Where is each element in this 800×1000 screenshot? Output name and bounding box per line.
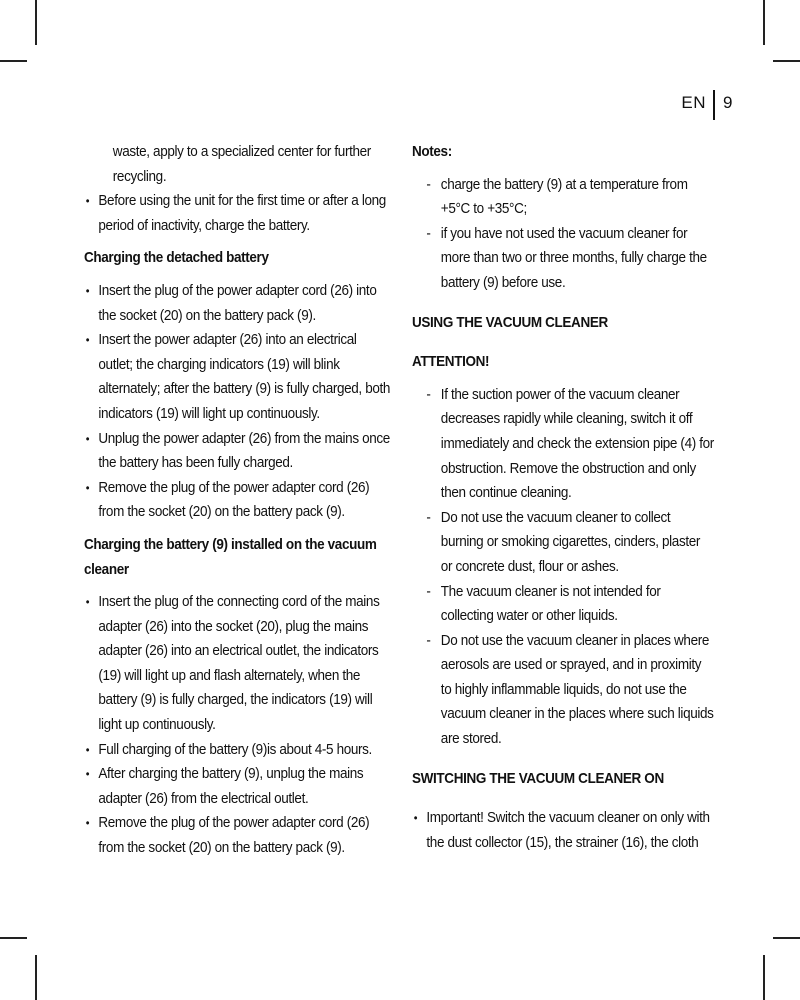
- list-item: - If the suction power of the vacuum cleaner decreases rapidly while cleaning, switch it off immediately and check the extension pipe (4) for obstruction. Remove the obstruction and only then continue cleaning.: [412, 383, 714, 506]
- crop-mark: [773, 60, 800, 62]
- list-item: • Before using the unit for the first time or after a long period of inactivity, charge the battery.: [84, 189, 394, 238]
- crop-mark: [763, 955, 765, 1000]
- crop-mark: [773, 937, 800, 939]
- list-item: • Important! Switch the vacuum cleaner on only with the dust collector (15), the strainer (16), the cloth: [412, 806, 714, 855]
- intro-bullet-list: [84, 189, 394, 238]
- language-code: EN: [681, 93, 706, 112]
- detached-battery-list: [84, 279, 394, 525]
- crop-mark: [35, 955, 37, 1000]
- section-heading-using: USING THE VACUUM CLEANER: [412, 313, 608, 331]
- list-item: • Remove the plug of the power adapter cord (26) from the socket (20) on the battery pack (9).: [84, 476, 394, 525]
- page-header: [0, 90, 800, 120]
- list-item: - charge the battery (9) at a temperature from +5°C to +35°C;: [412, 173, 714, 222]
- list-item: • Insert the power adapter (26) into an electrical outlet; the charging indicators (19) will blink alternately; after the battery (9) is fully charged, both indicators (19) will light up continuously.: [84, 328, 394, 426]
- list-item: - Do not use the vacuum cleaner to collect burning or smoking cigarettes, cinders, plaster or concrete dust, flour or ashes.: [412, 506, 714, 580]
- section-heading-switching-on: SWITCHING THE VACUUM CLEANER ON: [412, 769, 664, 787]
- crop-mark: [763, 0, 765, 45]
- list-item: • Remove the plug of the power adapter cord (26) from the socket (20) on the battery pack (9).: [84, 811, 394, 860]
- list-item: - The vacuum cleaner is not intended for collecting water or other liquids.: [412, 580, 714, 629]
- notes-heading: Notes:: [412, 143, 452, 160]
- list-item: • Full charging of the battery (9)is about 4-5 hours.: [84, 738, 394, 763]
- header-divider: [713, 90, 715, 120]
- list-item: - Do not use the vacuum cleaner in places where aerosols are used or sprayed, and in proximity to highly inflammable liquids, do not use the vacuum cleaner in the places where such liquids are stored.: [412, 629, 714, 752]
- section-heading-installed-battery: Charging the battery (9) installed on the vacuum cleaner: [84, 535, 377, 578]
- notes-list: [412, 173, 714, 296]
- page-number: 9: [723, 93, 733, 112]
- crop-mark: [0, 60, 27, 62]
- list-item: • After charging the battery (9), unplug the mains adapter (26) from the electrical outlet.: [84, 762, 394, 811]
- list-item: - if you have not used the vacuum cleaner for more than two or three months, fully charge the battery (9) before use.: [412, 222, 714, 296]
- list-item: • Insert the plug of the connecting cord of the mains adapter (26) into the socket (20), plug the mains adapter (26) into an electrical outlet, the indicators (19) will light up and flash alternately, when the battery (9) is fully charged, the indicators (19) will light up continuously.: [84, 590, 394, 738]
- continued-text: waste, apply to a specialized center for further recycling.: [112, 143, 371, 185]
- left-column: [84, 140, 394, 861]
- installed-battery-list: [84, 590, 394, 861]
- crop-mark: [0, 937, 27, 939]
- crop-mark: [35, 0, 37, 45]
- attention-list: [412, 383, 714, 752]
- switching-list: [412, 806, 714, 855]
- section-heading-detached-battery: Charging the detached battery: [84, 249, 269, 267]
- list-item: • Insert the plug of the power adapter cord (26) into the socket (20) on the battery pack (9).: [84, 279, 394, 328]
- right-column: [412, 140, 714, 855]
- list-item: • Unplug the power adapter (26) from the mains once the battery has been fully charged.: [84, 427, 394, 476]
- attention-heading: ATTENTION!: [412, 353, 490, 371]
